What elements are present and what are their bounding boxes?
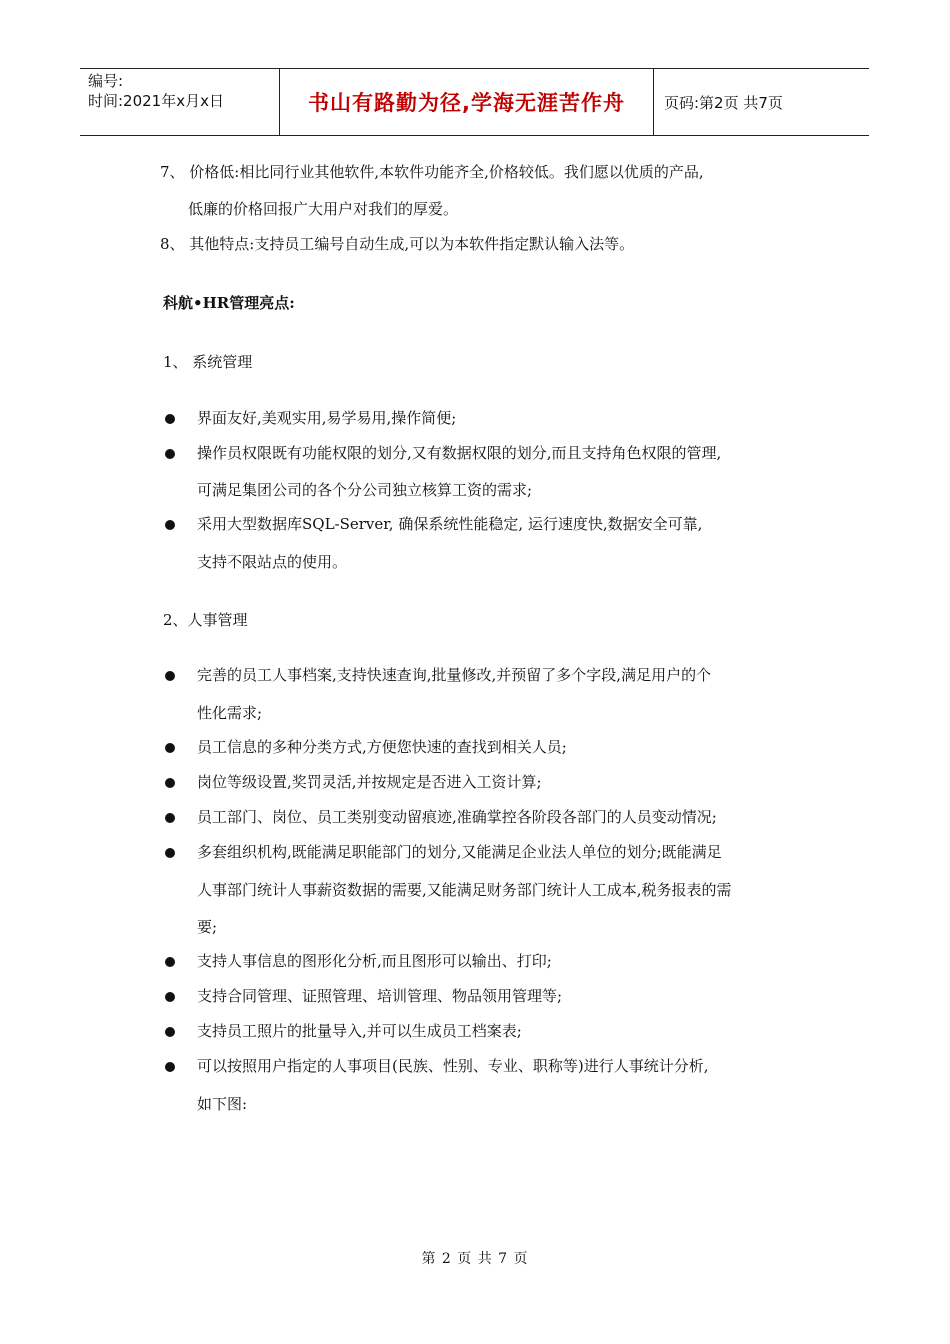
- page-label: 页码:第2页 共7页: [664, 93, 783, 112]
- s2-b4-line1: 员工部门、岗位、员工类别变动留痕迹,准确掌控各阶段各部门的人员变动情况;: [197, 808, 717, 826]
- s1-b1-line1: 界面友好,美观实用,易学易用,操作简便;: [197, 409, 457, 427]
- s2-b7-line1: 支持合同管理、证照管理、培训管理、物品领用管理等;: [197, 987, 563, 1005]
- section2-title: 2、人事管理: [163, 611, 248, 629]
- bullet-icon: [165, 1062, 175, 1072]
- bullet-icon: [165, 957, 175, 967]
- s2-b9-line2: 如下图:: [197, 1095, 248, 1113]
- s1-b3-line2: 支持不限站点的使用。: [197, 553, 348, 571]
- bullet-icon: [165, 992, 175, 1002]
- s2-b8-line1: 支持员工照片的批量导入,并可以生成员工档案表;: [197, 1022, 522, 1040]
- s2-b9-line1: 可以按照用户指定的人事项目(民族、性别、专业、职称等)进行人事统计分析,: [197, 1057, 709, 1075]
- s2-b5-line1: 多套组织机构,既能满足职能部门的划分,又能满足企业法人单位的划分;既能满足: [197, 843, 722, 861]
- header-table: [80, 68, 869, 136]
- item-7-line2: 低廉的价格回报广大用户对我们的厚爱。: [188, 200, 459, 218]
- number-label: 编号:: [88, 72, 124, 90]
- bullet-icon: [165, 414, 175, 424]
- s1-b2-line1: 操作员权限既有功能权限的划分,又有数据权限的划分,而且支持角色权限的管理,: [197, 444, 722, 462]
- s2-b5-line2: 人事部门统计人事薪资数据的需要,又能满足财务部门统计人工成本,税务报表的需: [197, 881, 732, 899]
- item-7-line1: 7、 价格低:相比同行业其他软件,本软件功能齐全,价格较低。我们愿以优质的产品,: [160, 163, 704, 181]
- bullet-icon: [165, 813, 175, 823]
- bullet-icon: [165, 520, 175, 530]
- item-8-line1: 8、 其他特点:支持员工编号自动生成,可以为本软件指定默认输入法等。: [160, 235, 635, 253]
- highlight-title: 科航•HR管理亮点:: [163, 294, 295, 312]
- time-label: 时间:2021年x月x日: [88, 92, 224, 110]
- motto: 书山有路勤为径,学海无涯苦作舟: [280, 69, 654, 135]
- header-left-cell: [80, 69, 280, 135]
- bullet-icon: [165, 778, 175, 788]
- bullet-icon: [165, 743, 175, 753]
- bullet-icon: [165, 671, 175, 681]
- s2-b3-line1: 岗位等级设置,奖罚灵活,并按规定是否进入工资计算;: [197, 773, 542, 791]
- bullet-icon: [165, 848, 175, 858]
- section1-title: 1、 系统管理: [163, 353, 253, 371]
- s2-b6-line1: 支持人事信息的图形化分析,而且图形可以输出、打印;: [197, 952, 552, 970]
- page-footer: 第 2 页 共 7 页: [421, 1251, 529, 1267]
- s2-b2-line1: 员工信息的多种分类方式,方便您快速的查找到相关人员;: [197, 738, 567, 756]
- s1-b3-line1: 采用大型数据库SQL-Server, 确保系统性能稳定, 运行速度快,数据安全可靠,: [197, 515, 703, 533]
- s2-b1-line1: 完善的员工人事档案,支持快速查询,批量修改,并预留了多个字段,满足用户的个: [197, 666, 712, 684]
- bullet-icon: [165, 449, 175, 459]
- s1-b2-line2: 可满足集团公司的各个分公司独立核算工资的需求;: [197, 481, 533, 499]
- bullet-icon: [165, 1027, 175, 1037]
- s2-b1-line2: 性化需求;: [197, 704, 263, 722]
- s2-b5-line3: 要;: [197, 918, 218, 936]
